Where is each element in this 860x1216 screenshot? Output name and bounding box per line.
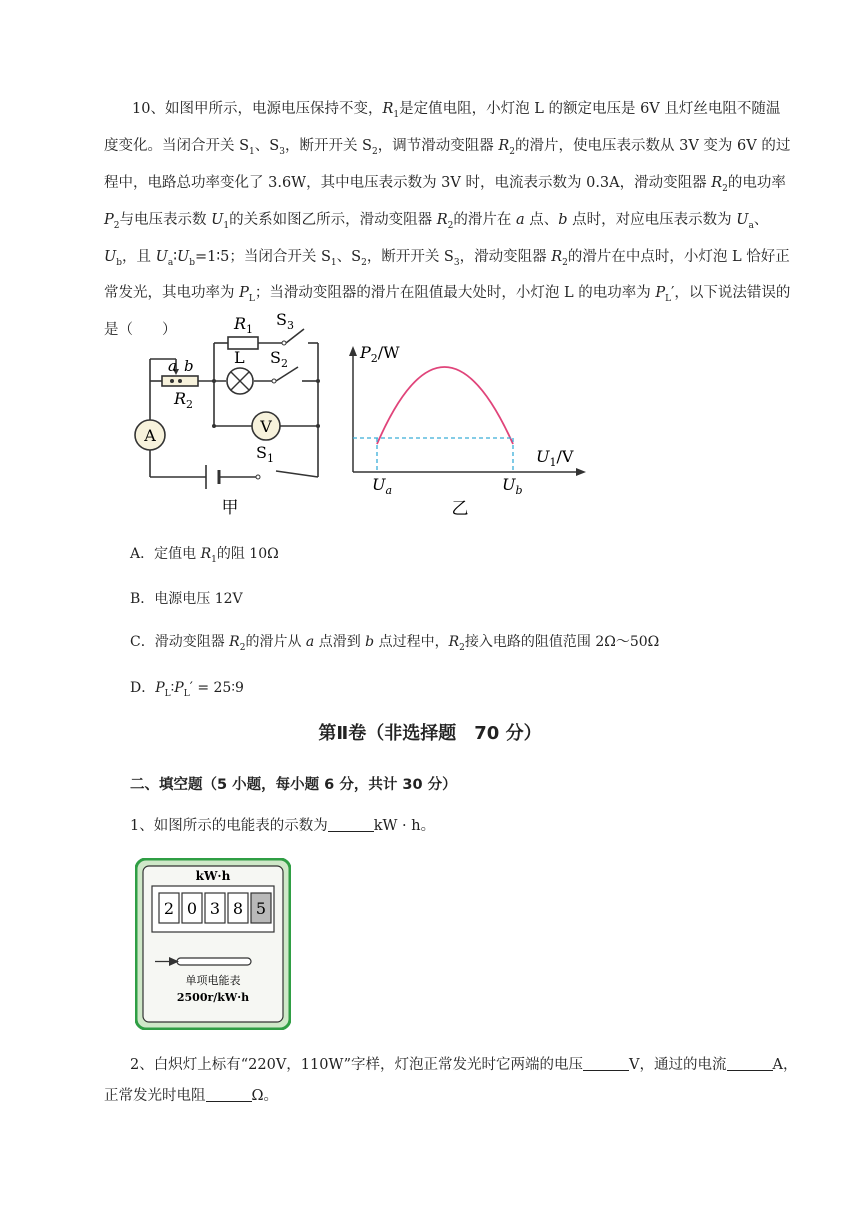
- section-title: 第Ⅱ卷（非选择题 70 分）: [318, 723, 542, 744]
- resistance-blank[interactable]: [206, 1087, 252, 1102]
- point-b-label: b: [184, 357, 194, 375]
- figure-caption-yi: 乙: [451, 499, 469, 519]
- meter-digit: 8: [232, 899, 244, 918]
- meter-digit: 0: [186, 899, 198, 918]
- current-blank[interactable]: [727, 1056, 773, 1071]
- r2-label: $R_2$: [174, 389, 194, 411]
- meter-digit: 3: [209, 899, 221, 918]
- meter-spec: 2500r/kW·h: [176, 991, 250, 1004]
- voltmeter-icon: [252, 412, 280, 440]
- x-axis-label: $U_1/V$: [536, 447, 574, 469]
- s3-label: $S_3$: [276, 310, 294, 332]
- point-a-label: a: [168, 357, 177, 375]
- svg-text:V: V: [260, 417, 272, 436]
- meter-digit: 5: [255, 899, 267, 918]
- fill-in-heading: 二、填空题（5 小题，每小题 6 分，共计 30 分）: [130, 777, 457, 793]
- meter-unit-label: kW·h: [195, 869, 231, 883]
- option-d: D．$P_L∶P_L'$ = 25∶9: [130, 680, 244, 699]
- meter-digits: [159, 893, 271, 923]
- r1-label: $R_1$: [234, 314, 254, 336]
- battery-icon: [206, 465, 219, 489]
- y-axis-label: $P_2/W$: [360, 343, 400, 365]
- question-10-text: 10、如图甲所示，电源电压保持不变，$R_1$是定值电阻，小灯泡 L 的额定电压是 6V 且灯丝电阻不随温度变化。当闭合开关 $S_1$、$S_3$，断开开关 $S_2$，调节滑动变阻器 $R_2$的滑片，使电压表示数从 3V 变为 6V 的过程中，电路总功率变化了 3.6W，其中电压表示数为 3V 时，电流表示数为 0.3A，滑动变阻器 $R_2$的电功率 $P_2$与电压表示数 $U_1$的关系如图乙所示，滑动变阻器 $R_2$的滑片在 a 点、b 点时，对应电压表示数为 $U_a$、$U_b$，且 $U_a∶U_b=1∶5$；当闭合开关 $S_1$、$S_2$，断开开关 $S_3$，滑动变阻器 $R_2$的滑片在中点时，小灯泡 L 恰好正常发光，其电功率为 $P_L$；当滑动变阻器的滑片在阻值最大处时，小灯泡 L 的电功率为 $P_L'$，以下说法错误的是（ ）: [104, 101, 791, 339]
- option-c: C．滑动变阻器 $R_2$的滑片从 a 点滑到 b 点过程中，$R_2$接入电路的阻值范围 2Ω～50Ω: [130, 634, 660, 653]
- question-1-text: 1、如图所示的电能表的示数为 kW · h。: [130, 818, 436, 834]
- meter-digit: 2: [163, 899, 175, 918]
- electric-meter-figure: [135, 858, 291, 1030]
- voltage-blank[interactable]: [583, 1056, 629, 1071]
- lamp-icon: [227, 368, 253, 394]
- option-a: A．定值电 $R_1$的阻 10Ω: [130, 546, 279, 565]
- s1-label: $S_1$: [256, 443, 274, 465]
- p2-curve: [377, 367, 513, 444]
- lamp-label: L: [234, 348, 245, 367]
- answer-blank[interactable]: [328, 817, 374, 832]
- meter-rotor-icon: [155, 957, 251, 966]
- ua-label: $U_a$: [372, 475, 393, 497]
- meter-name: 单项电能表: [185, 974, 241, 987]
- s2-label: $S_2$: [270, 348, 288, 370]
- ub-label: $U_b$: [502, 475, 523, 497]
- ammeter-icon: [135, 420, 165, 450]
- svg-text:A: A: [144, 426, 156, 445]
- figure-caption-jia: 甲: [221, 498, 239, 518]
- question-2-text: 2、白炽灯上标有“220V，110W”字样，灯泡正常发光时它两端的电压 V，通过的电流 A，正常发光时电阻 Ω。: [104, 1057, 798, 1104]
- p2-u1-graph: [340, 340, 590, 520]
- option-b: B．电源电压 12V: [130, 591, 243, 607]
- circuit-diagram: [130, 305, 330, 520]
